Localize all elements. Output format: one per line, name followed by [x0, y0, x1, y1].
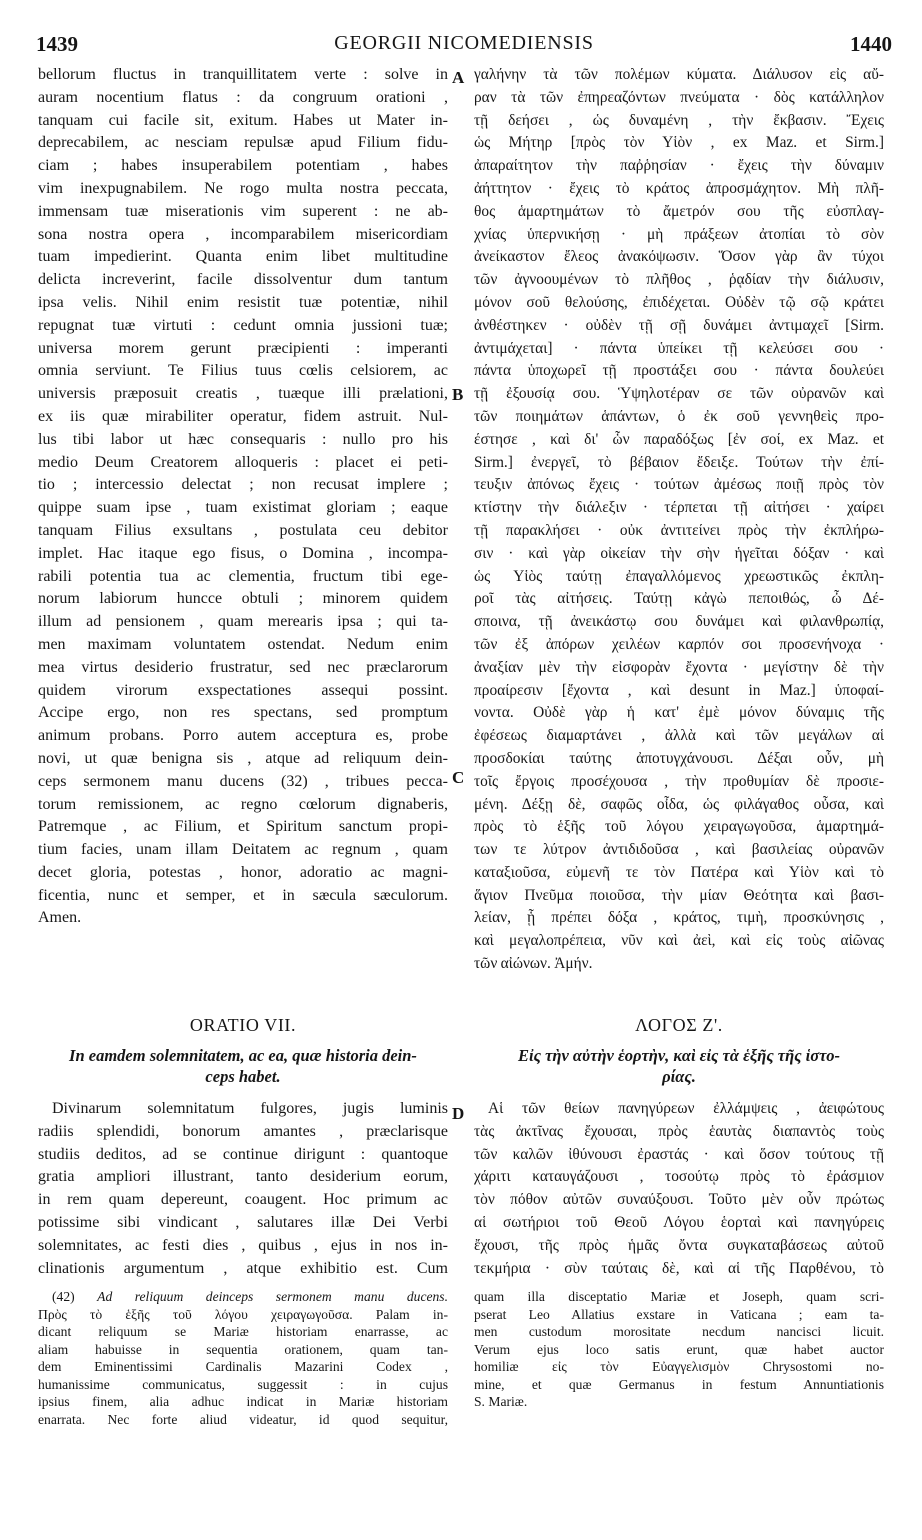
text-line: τῶν καλῶν ἰθύνουσι ἐραστάς · καὶ ὅσον τούτους τῇ [474, 1145, 884, 1163]
text-line: quippe suam ipse , tuam existimat gloriam ; eaque [38, 499, 448, 517]
text-line: σιν · καὶ γὰρ οἰκείαν τὴν σὴν ἡγεῖται δόξαν · καὶ [474, 544, 884, 562]
text-line: clinationis argumentum , atque exhibitio est. Cum [38, 1259, 448, 1277]
text-line: θος ἁμαρτημάτων τὸ ἄμετρόν σου τῆς εὐσπλαγ- [474, 202, 884, 220]
text-line: κτίστην τὴν διάλεξιν · τέρπεται τῇ αἰτήσει · χαίρει [474, 499, 884, 517]
text-line: τεκμήρια · σὺν ταύταις δὲ, καὶ αἱ τῆς Παρθένου, τὸ [474, 1259, 884, 1277]
subtitle-line: ρίας. [662, 1067, 696, 1086]
text-line: tium facies, unam illam Deitatem ac regnum , quam [38, 841, 448, 859]
text-line: τῇ δεήσει , ὡς δυναμένη , τὴν ἔκβασιν. Ἔχεις [474, 111, 884, 129]
text-line: implet. Hac itaque ego fisus, o Domina , incompa- [38, 544, 448, 562]
margin-letter-d: D [452, 1104, 465, 1123]
text-line: norum labiorum huncce obtuli ; minorem quidem [38, 590, 448, 608]
footnote-line: pserat Leo Allatius exstare in Vaticana ; eam ta- [474, 1306, 884, 1322]
text-line: ex iis quæ mirabiliter operatur, fidem astruit. Nul- [38, 407, 448, 425]
footnote-line: humanissime communicatus, suggessit : in cujus [38, 1376, 448, 1392]
footnote-line: men custodum morositate necdum nancisci licuit. [474, 1324, 884, 1339]
greek-oration-heading: ΛΟΓΟΣ Ζ'. [635, 1015, 723, 1035]
footnote-line: mine, et quæ Germanus in festum Annuntiationis [474, 1376, 884, 1392]
text-line: ἅγιον Πνεῦμα ποιοῦσα, τὴν μίαν Θεότητα καὶ βασι- [474, 886, 884, 904]
footnote-line: quam illa disceptatio Mariæ et Joseph, quam scri- [474, 1289, 884, 1304]
page-number-right: 1440 [850, 32, 892, 56]
latin-oration-heading: ORATIO VII. [189, 1015, 297, 1035]
text-line: τῇ παρακλήσει · οὐκ ἀντιτείνει πρὸς τὴν ἐκπλήρω- [474, 521, 884, 539]
subtitle-line: Εἰς τὴν αὐτὴν ἑορτὴν, καὶ εἰς τὰ ἑξῆς τῆς ἱστο- [518, 1046, 840, 1065]
footnote-left [38, 1288, 448, 1428]
text-line: τῶν ἀγνοουμένων τὸ πλῆθος , ῥᾳδίαν τὴν διάλυσιν, [474, 271, 884, 289]
footnote-line: Πρὸς τὸ ἑξῆς τοῦ λόγου χειραγωγοῦσα. Palam in- [38, 1306, 448, 1322]
footnote-line: enarrata. Nec forte aliud videatur, id quod sequitur, [38, 1411, 448, 1427]
greek-oration-text [474, 1098, 884, 1280]
footnote-number: (42) [52, 1289, 75, 1304]
text-line: λείαν, ᾗ πρέπει δόξα , κράτος, τιμὴ, προσκύνησις , [474, 909, 884, 927]
footnote-right [474, 1288, 884, 1411]
text-line: Divinarum solemnitatum fulgores, jugis luminis [52, 1100, 448, 1117]
text-line: ἀναξίαν μὲν τὴν εἰσφορὰν ἔχοντα · μεγίστην δὲ τὴν [474, 658, 884, 676]
text-line: ἀπαραίτητον τὴν παῤῥησίαν · ἔχεις τὴν δύναμιν [474, 157, 884, 175]
text-line: χάριτι καταυγάζουσι , τοσούτῳ πρὸς τὸ ἐράσμιον [474, 1168, 884, 1186]
text-line: ficentia, nunc et semper, et in sæcula sæculorum. [38, 886, 448, 904]
latin-oration-text [38, 1098, 448, 1280]
footnote-line: dem Eminentissimi Cardinalis Mazarini Codex , [38, 1359, 448, 1374]
text-line: ὡς Μήτηρ [πρὸς τὸν Υἱὸν , ex Maz. et Sirm.] [474, 134, 884, 152]
text-line: Accipe ergo, non res spectans, sed promptum [38, 704, 448, 722]
text-line: repugnat tuæ virtuti : cedunt omnia jussioni tuæ; [38, 316, 448, 334]
text-line: πάντα ὑποχωρεῖ τῇ προστάξει σου · πάντα δουλεύει [474, 362, 884, 380]
running-head [36, 32, 892, 60]
text-line: νοντα. Οὐδὲ γὰρ ἡ κατ' ἐμὲ μόνον δύναμις τῆς [474, 704, 884, 722]
text-line: γαλήνην τὰ τῶν πολέμων κύματα. Διάλυσον εἰς αὔ- [474, 66, 884, 83]
text-line: τὰς ἀκτῖνας ἔχουσαι, πρὸς ἑαυτὰς διαπαντὸς τοὺς [474, 1122, 884, 1140]
text-line: illum ad pensionem , quam merearis ipsa ; qui ta- [38, 613, 448, 631]
text-line: προαίρεσιν [ἔχοντα , καὶ desunt in Maz.] ὑποφαί- [474, 681, 884, 699]
text-line: τῶν ποιημάτων ἁπάντων, ὁ ἐκ σοῦ γεννηθεὶς προ- [474, 407, 884, 425]
text-line: in rem quam depereunt, coaugent. Hoc primum ac [38, 1191, 448, 1209]
text-line: χνίας ὑπερνικήσῃ · μὴ πράξεων ἀτοπίαι τὸ σὸν [474, 225, 884, 243]
footnote-line: aliam habuisse in sequentia orationem, quam tan- [38, 1341, 448, 1357]
text-line: men maximam voluntatem ostendat. Nedum enim [38, 635, 448, 653]
latin-oration-subtitle [38, 1045, 448, 1087]
text-line: ἀνείκαστον ἔλεος ἀνακόψωσιν. Ὅσον γὰρ ἂν τύχοι [474, 248, 884, 266]
subtitle-line: ceps habet. [205, 1067, 281, 1086]
text-line: ραν τὰ τῶν ἐπηρεαζόντων πνεύματα · δὸς κατάλληλον [474, 88, 884, 106]
text-line: tuam impedierint. Quanta enim libet multitudine [38, 248, 448, 266]
text-line: ἀντιμάχεται] · πάντα ὑπείκει τῇ κελεύσει σου · [474, 339, 884, 357]
text-line: novi, ut quæ benigna sis , atque ad reliquum dein- [38, 749, 448, 767]
footnote-line: S. Mariæ. [474, 1394, 528, 1409]
greek-oration-subtitle [474, 1045, 884, 1087]
text-line: decet gloria, potestas , honor, adoratio ac magni- [38, 863, 448, 881]
text-line: μένη. Δέξῃ δὲ, σαφῶς οἶδα, ὡς φιλάγαθος οὖσα, καὶ [474, 795, 884, 813]
text-line: Amen. [38, 909, 82, 927]
text-line: vim inexpugnabilem. Ne rogo multa nostra peccata, [38, 179, 448, 197]
text-line: medio Deum Creatorem alloqueris : placet ei peti- [38, 453, 448, 471]
footnote-line: dicant reliquum se Mariæ historiam enarrasse, ac [38, 1324, 448, 1339]
text-line: προσδοκίαι ταύτης ἀποτυγχάνουσι. Δέξαι οὖν, μὴ [474, 749, 884, 767]
greek-text-column [474, 64, 884, 976]
text-line: quidem virorum exspectationes assequi possint. [38, 681, 448, 699]
text-line: μόνον σοῦ θελούσης, ἐπιδέχεται. Οὐδὲν τῷ σῷ κράτει [474, 293, 884, 311]
text-line: τὸν πόθον αὐτῶν συναύξουσι. Τοῦτο μὲν οὖν πρώτως [474, 1191, 884, 1209]
margin-letter-c: C [452, 768, 465, 787]
text-line: ciam ; habes insuperabilem potentiam , habes [38, 157, 448, 175]
text-line: σποινα, τῇ ἀνεικάστῳ σου δυνάμει καὶ φιλανθρωπίᾳ, [474, 613, 884, 631]
text-line: ipsa velis. Nihil enim resistit tuæ potentiæ, nihil [38, 293, 448, 311]
text-line: ἀνθέστηκεν · οὐδὲν τῇ σῇ δυνάμει ἀντιμαχεῖ [Sirm. [474, 316, 884, 334]
text-line: rabili potentia tua ac clementia, fructum tibi ege- [38, 567, 448, 585]
text-line: πρὸς τὸ ἑξῆς τοῦ λόγου χειραγωγοῦσα, ἁμαρτημά- [474, 818, 884, 836]
text-line: universis præposuit creatis , tuæque illi prælationi, [38, 385, 448, 403]
text-line: τῇ ἐξουσίᾳ σου. Ὑψηλοτέραν σε τῶν οὐρανῶν καὶ [474, 385, 884, 403]
text-line: ἐφέσεως διαμαρτάνει , ἀλλὰ καὶ τῶν μεγάλων αἱ [474, 727, 884, 745]
text-line: των τε λύτρον ἀντιδιδοῦσα , καὶ βασιλείας οὐρανῶν [474, 841, 884, 859]
text-line: τευξιν ἀπόνως ἔχεις · τούτων ἀμέσως ποιῇ πρὸς τὸν [474, 476, 884, 494]
latin-text-column [38, 64, 448, 930]
text-line: animum probans. Porro autem acceptura es, probe [38, 727, 448, 745]
text-line: torum remissionem, ac regno cœlorum dignaberis, [38, 795, 448, 813]
text-line: τῶν αἰώνων. Ἀμήν. [474, 955, 593, 973]
text-line: omnia serviunt. Te Filius tuus cœlis celsiorem, ac [38, 362, 448, 380]
text-line: mea virtus desiderio frustratur, sed nec præclarorum [38, 658, 448, 676]
text-line: tio ; intercessio delectat ; non recusat implere ; [38, 476, 448, 494]
footnote-lemma: Ad reliquum deinceps sermonem manu ducens. [97, 1289, 448, 1304]
text-line: sona nostra opera , incomparabilem misericordiam [38, 225, 448, 243]
text-line: universa morem gerunt præcipienti : imperanti [38, 339, 448, 357]
text-line: αἱ σωτήριοι τοῦ Θεοῦ Λόγου ἑορταὶ καὶ πανηγύρεις [474, 1213, 884, 1231]
text-line: tanquam cui facile sit, exitum. Habes ut Mater in- [38, 111, 448, 129]
text-line: Patremque , ac Filium, et Spiritum sanctum propi- [38, 818, 448, 836]
text-line: Αἱ τῶν θείων πανηγύρεων ἐλλάμψεις , ἀειφώτους [488, 1100, 884, 1117]
text-line: immensam tuæ miserationis vim superent : ne ab- [38, 202, 448, 220]
text-line: ceps sermonem manu ducens (32) , tribues pecca- [38, 772, 448, 790]
page-number-left: 1439 [36, 32, 78, 56]
margin-letter-b: B [452, 385, 464, 404]
text-line: τοῖς ἔργοις προσέχουσα , τὴν προθυμίαν δὲ προσιε- [474, 772, 884, 790]
text-line: ροῖ τὰς αἰτήσεις. Ταύτῃ κἀγὼ πεποιθώς, ὦ Δέ- [474, 590, 884, 608]
text-line: auram nocentium flatus : da congruum orationi , [38, 88, 448, 106]
text-line: studiis deditos, ad se continue dirigunt : quantoque [38, 1145, 448, 1163]
text-line: καταξιοῦσα, εὐμενῆ τε τὸν Πατέρα καὶ Υἱὸν καὶ τὸ [474, 863, 884, 881]
margin-letter-a: A [452, 68, 465, 87]
text-line: delicta increverint, facile dissolventur dum tantum [38, 271, 448, 289]
text-line: lus tibi labor ut hæc consequaris : nullo pro his [38, 430, 448, 448]
running-title: GEORGII NICOMEDIENSIS [334, 32, 594, 54]
text-line: potissime sibi vindicant , salutares illæ Dei Verbi [38, 1213, 448, 1231]
footnote-line: homiliæ εἰς τὸν Εὐαγγελισμὸν Chrysostomi no- [474, 1359, 884, 1374]
text-line: gratia ampliori illustrant, tanto desiderium eorum, [38, 1168, 448, 1186]
text-line: ὡς Υἱὸς ταύτῃ ἐπαγαλλόμενος χρεωστικῶς ἐκπλη- [474, 567, 884, 585]
text-line: έστησε , καὶ δι' ὧν παραδόξως [ἐν σοί, ex Maz. et [474, 430, 884, 448]
footnote-lemma-line [38, 1288, 448, 1306]
text-line: deprecabilem, ac nesciam repulsæ apud Filium fidu- [38, 134, 448, 152]
text-line: Sirm.] ἐνεργεῖ, τὸ βέβαιον ἔδειξε. Τούτων τὴν ἐπί- [474, 453, 884, 471]
footnote-line: ipsius finem, alia adhuc indicat in Mariæ historiam [38, 1394, 448, 1409]
text-line: radiis splendidi, bonorum amantes , præclarisque [38, 1122, 448, 1140]
text-line: tanquam Filius exsultans , postulata ceu debitor [38, 521, 448, 539]
text-line: τῶν ἐξ ἀπόρων χειλέων καρπόν σοι προσενήνοχα · [474, 635, 884, 653]
text-line: ἀήττητον · ἔχεις τὸ κράτος ἀπροσμάχητον. Μὴ πλῆ- [474, 179, 884, 197]
text-line: bellorum fluctus in tranquillitatem verte : solve in [38, 66, 448, 83]
text-line: καὶ μεγαλοπρέπεια, νῦν καὶ ἀεὶ, καὶ εἰς τοὺς αἰῶνας [474, 932, 884, 950]
text-line: ἔχουσι, τῆς πρὸς ἡμᾶς ὄντα συγκαταβάσεως αὐτοῦ [474, 1236, 884, 1254]
text-line: solemnitates, ac festi dies , quibus , ejus in nos in- [38, 1236, 448, 1254]
subtitle-line: In eamdem solemnitatem, ac ea, quæ historia dein- [69, 1046, 417, 1065]
footnote-line: Verum ejus loco satis erunt, quæ habet auctor [474, 1341, 884, 1357]
